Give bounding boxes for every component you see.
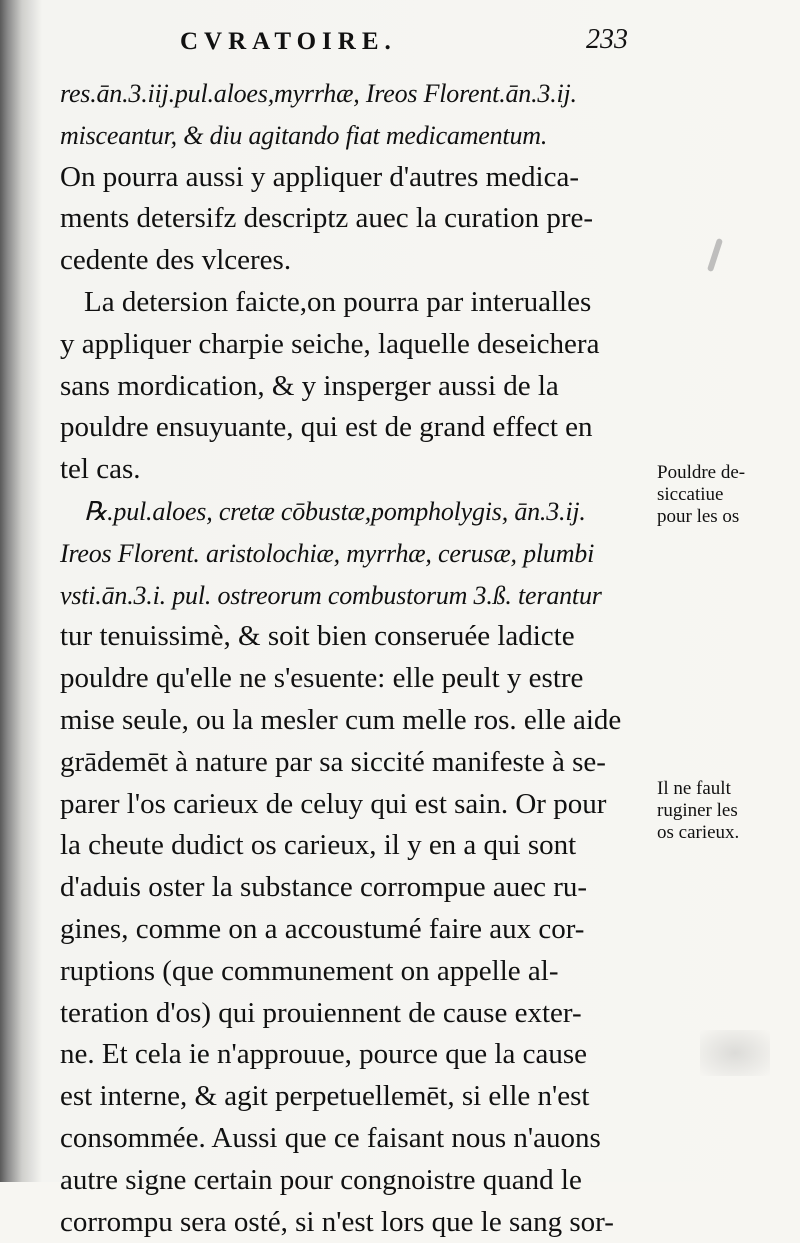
text-line: pouldre qu'elle ne s'esuente: elle peult y estre xyxy=(60,662,584,695)
text-line: consommée. Aussi que ce faisant nous n'auons xyxy=(60,1121,601,1154)
text-line: ℞.pul.aloes, cretæ cōbustæ,pompholygis, ān.3.ij. xyxy=(84,496,586,526)
text-line: autre signe certain pour congnoistre quand le xyxy=(60,1163,582,1196)
text-line: y appliquer charpie seiche, laquelle deseichera xyxy=(60,327,600,360)
page-number: 233 xyxy=(586,24,628,55)
text-line: cedente des vlceres. xyxy=(60,244,292,277)
text-line: est interne, & agit perpetuellemēt, si elle n'est xyxy=(60,1080,590,1113)
running-title: CVRATOIRE. xyxy=(180,28,397,55)
ink-smudge xyxy=(707,238,723,272)
text-line: grādemēt à nature par sa siccité manifeste à se- xyxy=(60,745,606,778)
text-line: ne. Et cela ie n'approuue, pource que la cause xyxy=(60,1038,587,1071)
text-line: pouldre ensuyuante, qui est de grand effect en xyxy=(60,411,593,444)
text-line: ments detersifz descriptz auec la curation pre- xyxy=(60,202,594,235)
text-line: sans mordication, & y insperger aussi de la xyxy=(60,369,559,402)
margin-note-line: ruginer les xyxy=(657,800,738,821)
text-line: tel cas. xyxy=(60,453,141,486)
text-line: ruptions (que communement on appelle al- xyxy=(60,954,559,987)
margin-note-line: siccatiue xyxy=(657,484,724,505)
text-line: corrompu sera osté, si n'est lors que le sang sor- xyxy=(60,1205,614,1238)
margin-note-carious-bone xyxy=(657,778,797,844)
text-line: tur tenuissimè, & soit bien conseruée ladicte xyxy=(60,620,575,653)
text-line: d'aduis oster la substance corrompue auec ru- xyxy=(60,871,588,904)
text-line: la cheute dudict os carieux, il y en a qui sont xyxy=(60,829,577,862)
main-text-block xyxy=(60,73,650,1243)
text-line: teration d'os) qui prouiennent de cause exter- xyxy=(60,996,582,1029)
margin-note-line: Pouldre de- xyxy=(657,462,746,483)
text-line: On pourra aussi y appliquer d'autres medica- xyxy=(60,160,579,193)
text-line: gines, comme on a accoustumé faire aux cor- xyxy=(60,912,585,945)
margin-note-line: Il ne fault xyxy=(657,778,731,799)
text-line: mise seule, ou la mesler cum melle ros. elle aide xyxy=(60,703,622,736)
text-line: parer l'os carieux de celuy qui est sain. Or pour xyxy=(60,787,607,820)
show-through-bleed xyxy=(700,1030,770,1076)
text-line: Ireos Florent. aristolochiæ, myrrhæ, cerusæ, plumbi xyxy=(60,538,595,568)
margin-note-desiccative-powder xyxy=(657,462,797,528)
margin-note-line: os carieux. xyxy=(657,822,740,843)
text-line: misceantur, & diu agitando fiat medicamentum. xyxy=(60,120,548,150)
text-line: La detersion faicte,on pourra par interualles xyxy=(84,285,592,318)
text-line: vsti.ān.3.i. pul. ostreorum combustorum 3.ß. terantur xyxy=(60,580,602,610)
text-line: res.ān.3.iij.pul.aloes,myrrhæ, Ireos Florent.ān.3.ij. xyxy=(60,79,577,108)
margin-note-line: pour les os xyxy=(657,506,740,527)
